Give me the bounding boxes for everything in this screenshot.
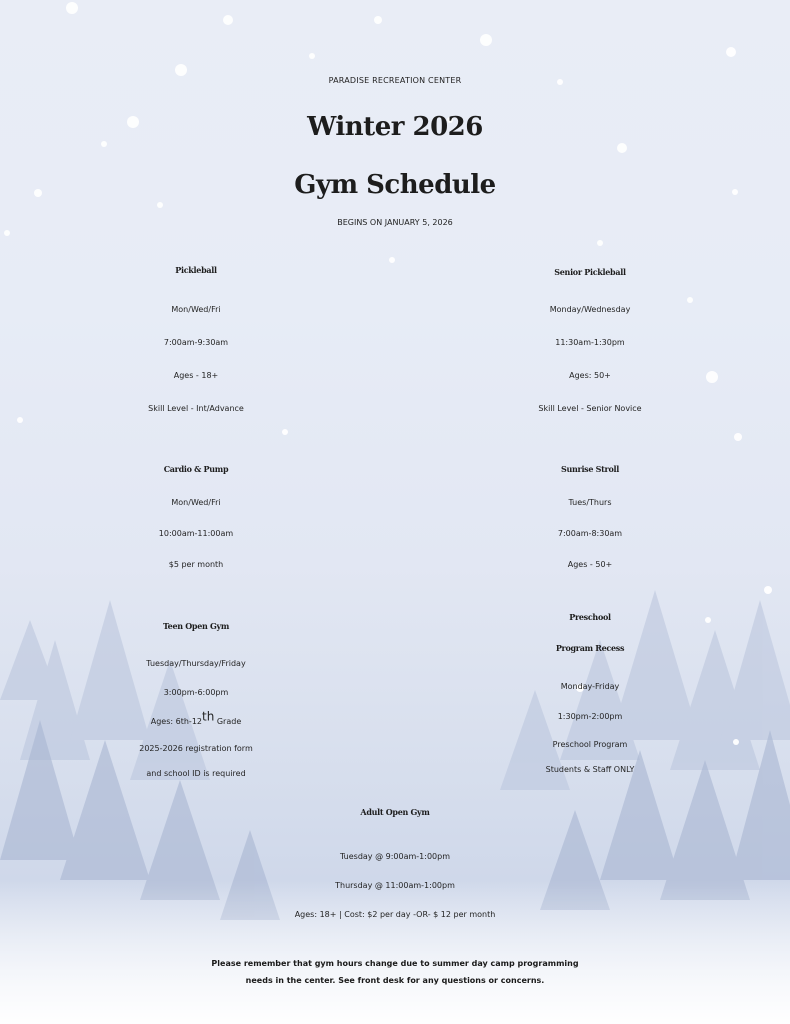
senior-pickleball-days: Monday/Wednesday bbox=[549, 305, 631, 314]
adult-open-gym-thursday: Thursday @ 11:00am-1:00pm bbox=[335, 881, 455, 890]
adult-open-gym-tuesday: Tuesday @ 9:00am-1:00pm bbox=[339, 852, 450, 861]
cardio-pump-days: Mon/Wed/Fri bbox=[171, 498, 221, 507]
sunrise-stroll-days: Tues/Thurs bbox=[568, 498, 612, 507]
sunrise-stroll-time: 7:00am-8:30am bbox=[557, 529, 623, 538]
title-line-1: Winter 2026 bbox=[307, 112, 483, 142]
footer-note-line-2: needs in the center. See front desk for any questions or concerns. bbox=[245, 976, 545, 985]
teen-ages-superscript: th bbox=[202, 709, 215, 724]
teen-open-gym-ages bbox=[0, 708, 392, 736]
senior-pickleball-ages: Ages: 50+ bbox=[569, 371, 611, 380]
cardio-pump-time: 10:00am-11:00am bbox=[158, 529, 234, 538]
pickleball-title: Pickleball bbox=[175, 265, 217, 275]
begins-date: BEGINS ON JANUARY 5, 2026 bbox=[337, 218, 453, 227]
adult-open-gym-ages-cost: Ages: 18+ | Cost: $2 per day -OR- $ 12 per month bbox=[294, 910, 496, 919]
preschool-time: 1:30pm-2:00pm bbox=[557, 712, 623, 721]
org-name: PARADISE RECREATION CENTER bbox=[328, 76, 462, 85]
preschool-days: Monday-Friday bbox=[560, 682, 620, 691]
teen-open-gym-time: 3:00pm-6:00pm bbox=[163, 688, 229, 697]
preschool-title-line-2: Program Recess bbox=[555, 643, 625, 653]
teen-open-gym-days: Tuesday/Thursday/Friday bbox=[146, 659, 246, 668]
preschool-title-line-1: Preschool bbox=[569, 612, 611, 622]
sunrise-stroll-title: Sunrise Stroll bbox=[561, 464, 619, 474]
pickleball-ages: Ages - 18+ bbox=[173, 371, 219, 380]
teen-ages-prefix: Ages: 6th-12 bbox=[150, 717, 202, 726]
preschool-note-1: Preschool Program bbox=[552, 740, 628, 749]
pickleball-skill: Skill Level - Int/Advance bbox=[148, 404, 244, 413]
senior-pickleball-title: Senior Pickleball bbox=[554, 267, 626, 277]
cardio-pump-title: Cardio & Pump bbox=[163, 464, 229, 474]
pickleball-days: Mon/Wed/Fri bbox=[171, 305, 221, 314]
pickleball-time: 7:00am-9:30am bbox=[163, 338, 229, 347]
cardio-pump-cost: $5 per month bbox=[168, 560, 224, 569]
senior-pickleball-time: 11:30am-1:30pm bbox=[555, 338, 625, 347]
adult-open-gym-title: Adult Open Gym bbox=[360, 807, 430, 817]
footer-note-line-1: Please remember that gym hours change due to summer day camp programming bbox=[211, 959, 579, 968]
teen-ages-suffix: Grade bbox=[214, 717, 242, 726]
title-line-2: Gym Schedule bbox=[294, 170, 496, 200]
teen-open-gym-requirement-2: and school ID is required bbox=[146, 769, 246, 778]
preschool-note-2: Students & Staff ONLY bbox=[545, 765, 635, 774]
teen-open-gym-title: Teen Open Gym bbox=[162, 621, 230, 631]
sunrise-stroll-ages: Ages - 50+ bbox=[567, 560, 613, 569]
teen-open-gym-requirement-1: 2025-2026 registration form bbox=[139, 744, 253, 753]
senior-pickleball-skill: Skill Level - Senior Novice bbox=[538, 404, 642, 413]
